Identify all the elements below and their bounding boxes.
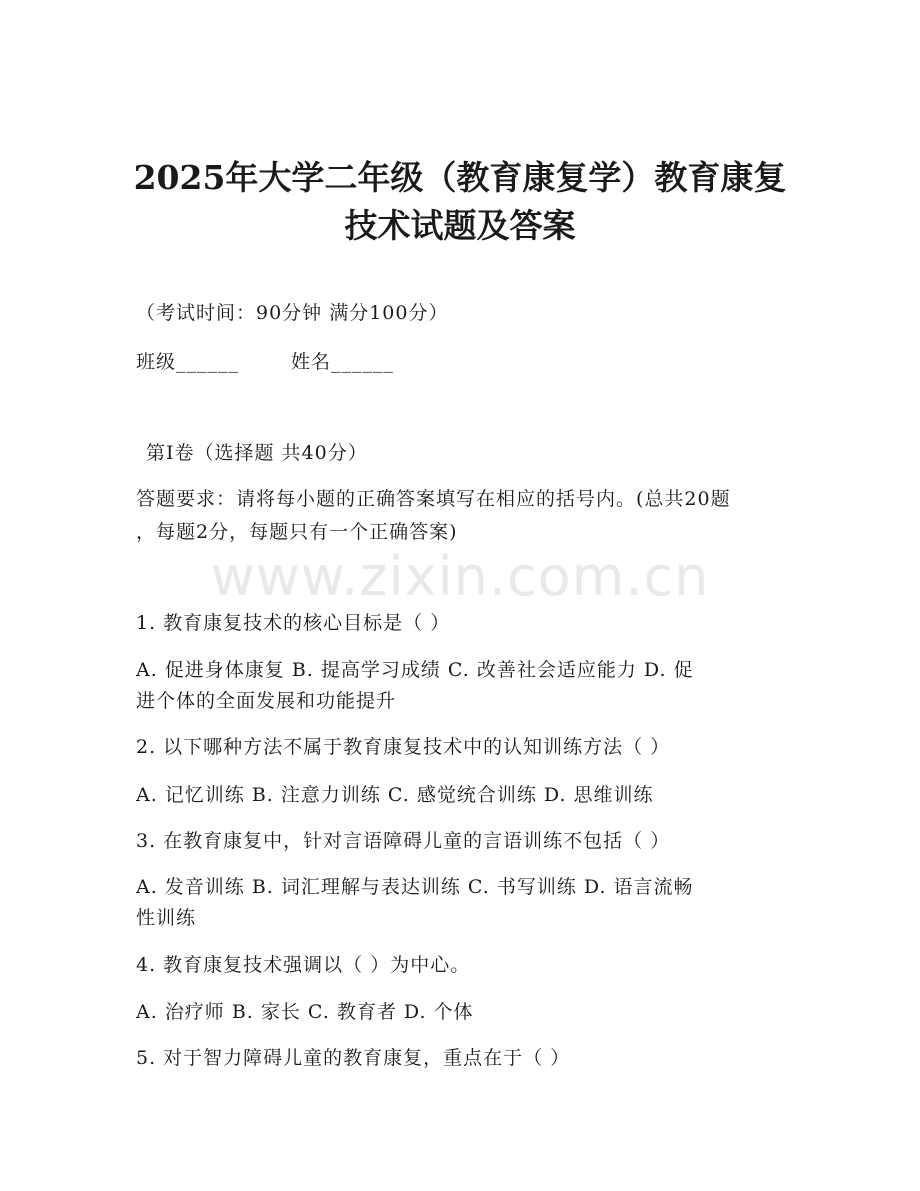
question-2-options: A. 记忆训练 B. 注意力训练 C. 感觉统合训练 D. 思维训练 <box>136 784 654 806</box>
watermark: www.zixin.com.cn <box>210 545 710 608</box>
section-header: 第I卷（选择题 共40分） <box>146 442 368 464</box>
document-title-line2: 技术试题及答案 <box>344 206 576 245</box>
question-4-stem: 4. 教育康复技术强调以（ ）为中心。 <box>136 954 471 976</box>
question-3-options: A. 发音训练 B. 词汇理解与表达训练 C. 书写训练 D. 语言流畅 <box>136 876 694 898</box>
question-4-options: A. 治疗师 B. 家长 C. 教育者 D. 个体 <box>136 1001 474 1023</box>
document-title-line1: 2025年大学二年级（教育康复学）教育康复 <box>133 158 787 197</box>
question-1-options: A. 促进身体康复 B. 提高学习成绩 C. 改善社会适应能力 D. 促 <box>136 659 694 681</box>
exam-info: （考试时间：90分钟 满分100分） <box>136 302 449 324</box>
question-1-stem: 1. 教育康复技术的核心目标是（ ） <box>136 612 451 634</box>
question-5-stem: 5. 对于智力障碍儿童的教育康复，重点在于（ ） <box>136 1047 571 1069</box>
question-3-options-cont: 性训练 <box>136 907 197 929</box>
question-3-stem: 3. 在教育康复中，针对言语障碍儿童的言语训练不包括（ ） <box>136 830 671 852</box>
question-1-options-cont: 进个体的全面发展和功能提升 <box>136 690 397 712</box>
instructions-line1: 答题要求：请将每小题的正确答案填写在相应的括号内。(总共20题 <box>136 488 731 510</box>
question-2-stem: 2. 以下哪种方法不属于教育康复技术中的认知训练方法（ ） <box>136 736 671 758</box>
class-field: 班级______ <box>136 351 240 373</box>
name-field: 姓名______ <box>291 351 395 373</box>
student-fields <box>136 347 394 377</box>
instructions-line2: ，每题2分，每题只有一个正确答案) <box>136 521 458 543</box>
